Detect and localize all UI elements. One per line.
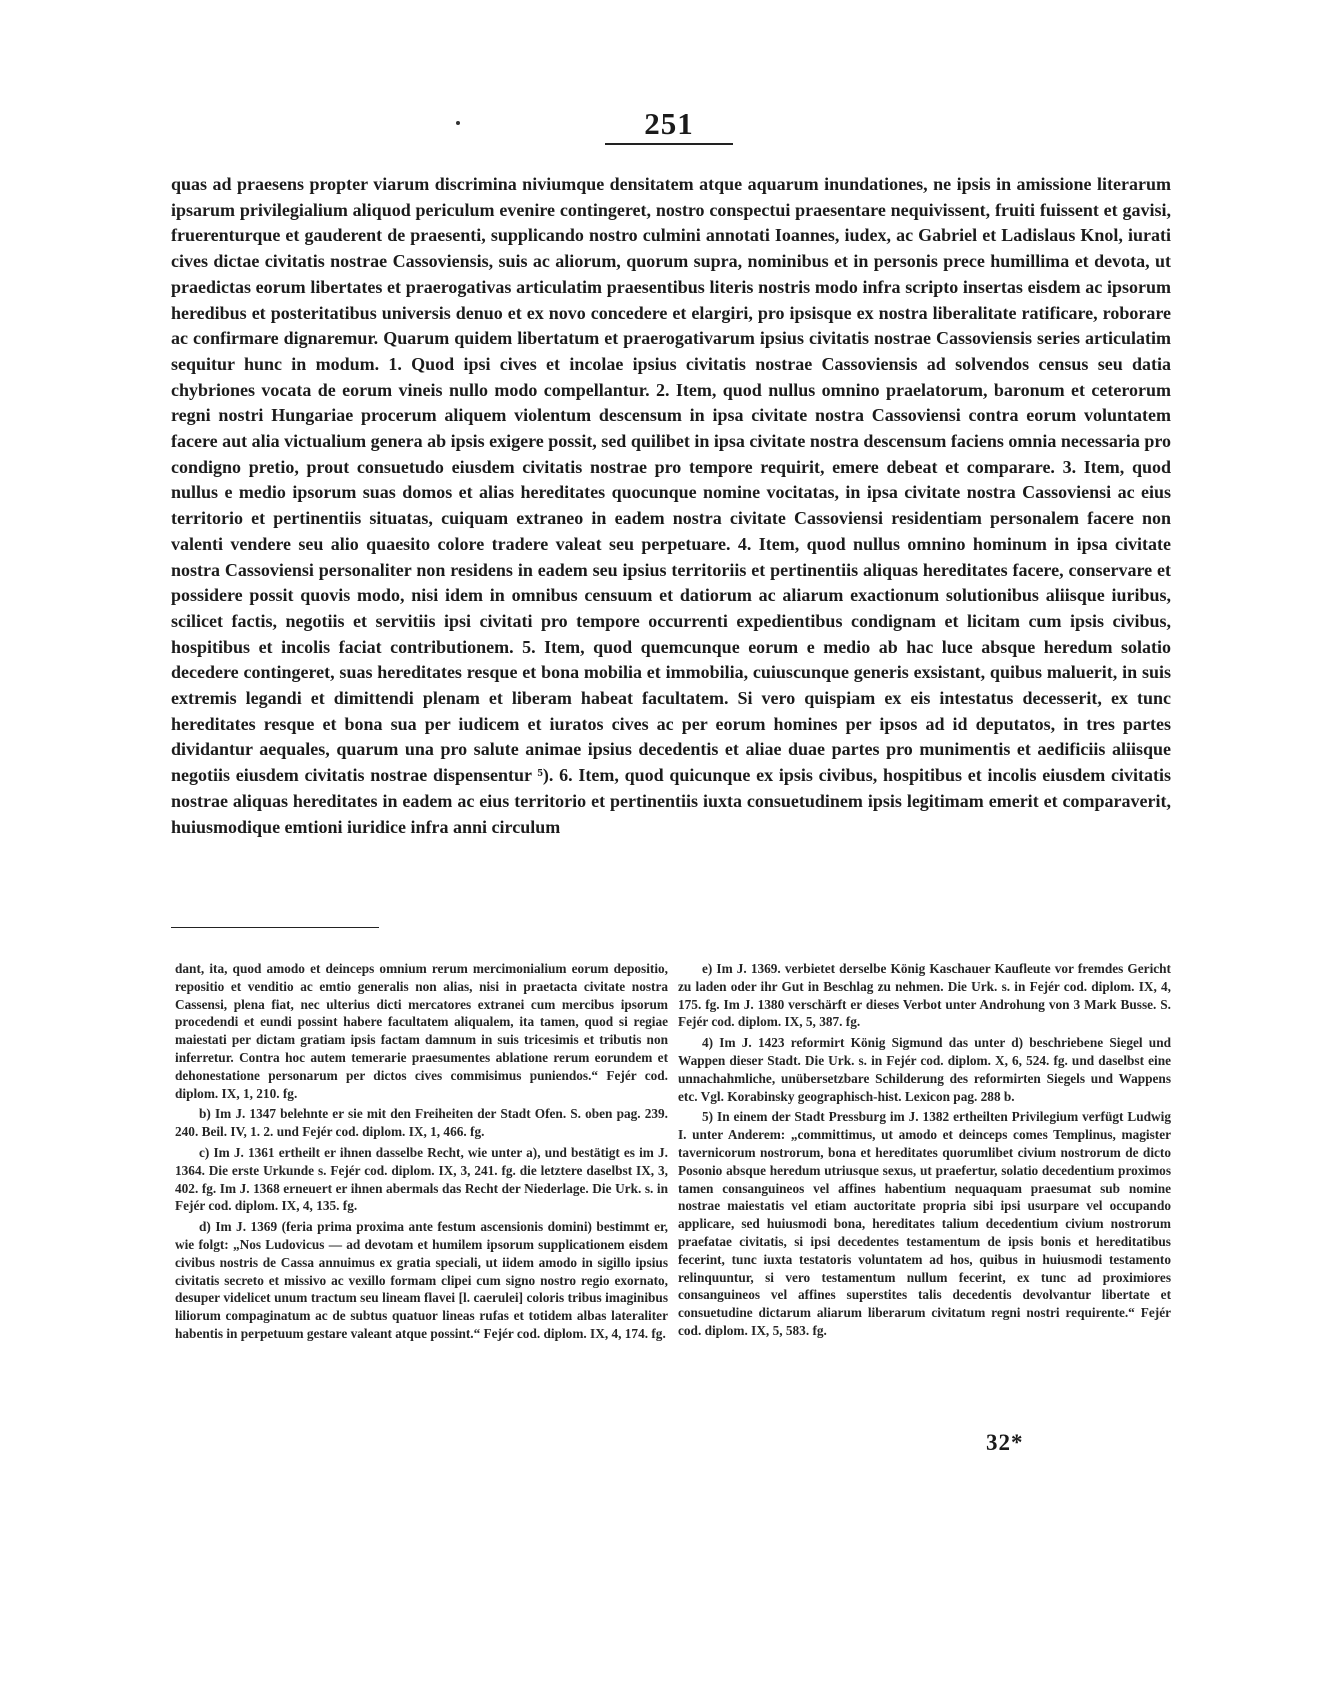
main-text-block bbox=[171, 172, 1171, 840]
main-paragraph: quas ad praesens propter viarum discrimina niviumque densitatem atque aquarum inundationes, ne ipsis in amissione literarum ipsarum privilegialium aliquod periculum evenire contingeret, nostro conspectui praesentare nequivissent, fruiti fuissent et gavisi, fruerenturque et gauderent de praesenti, supplicando nostro culmini annotati Ioannes, iudex, ac Gabriel et Ladislaus Knol, iurati cives dictae civitatis nostrae Cassoviensis, suis ac aliorum, quorum supra, nominibus et in personis prece humillima et devota, ut praedictas eorum libertates et praerogativas articulatim praesentibus literis nostris modo infra scripto insertas eisdem ac ipsorum heredibus et posteritatibus universis denuo et ex novo concedere et elargiri, pro ipsisque ex nostra liberalitate ratificare, roborare ac confirmare dignaremur. Quarum quidem libertatum et praerogativarum ipsius civitatis nostrae Cassoviensis series articulatim sequitur hunc in modum. 1. Quod ipsi cives et incolae ipsius civitatis nostrae Cassoviensis ad solvendos census seu datia chybriones vocata de eorum vineis nullo modo compellantur. 2. Item, quod nullus omnino praelatorum, baronum et ceterorum regni nostri Hungariae procerum aliquem violentum descensum in ipsa civitate nostra Cassoviensi contra eorum voluntatem facere aut alia victualium genera ab ipsis exigere possit, sed quilibet in ipsa civitate nostra descensum faciens omnia necessaria pro condigno pretio, prout consuetudo eiusdem civitatis nostrae pro tempore requirit, emere debeat et comparare. 3. Item, quod nullus e medio ipsorum suas domos et alias hereditates quocunque nomine vocitatas, in ipsa civitate nostra Cassoviensi ac eius territorio et pertinentiis situatas, cuiquam extraneo in eadem nostra civitate Cassoviensi residentiam personalem facere non valenti vendere seu alio quaesito colore tradere valeat seu perpetuare. 4. Item, quod nullus omnino hominum in ipsa civitate nostra Cassoviensi personaliter non residens in eadem seu ipsius territoriis et pertinentiis aliquas hereditates facere, conservare et possidere possit quovis modo, nisi idem in omnibus censuum et datiorum ac aliarum exactionum solutionibus aliisque iuribus, scilicet factis, negotiis et servitiis ipsi civitati pro tempore occurrenti expedientibus condignam et licitam cum ipsis civibus, hospitibus et incolis faciat contributionem. 5. Item, quod quemcunque eorum e medio ab hac luce absque heredum solatio decedere contingeret, suas hereditates resque et bona mobilia et immobilia, cuiuscunque generis exsistant, quibus maluerit, in suis extremis legandi et dimittendi plenam et liberam habeat facultatem. Si vero quispiam ex eis intestatus decesserit, ex tunc hereditates resque et bona sua per iudicem et iuratos cives ac per eorum homines per ipsos ad id deputatos, in tres partes dividantur aequales, quarum una pro salute animae ipsius decedentis et aliae duae partes pro munimentis et aedificiis aliisque negotiis eiusdem civitatis nostrae dispensentur ⁵). 6. Item, quod quicunque ex ipsis civibus, hospitibus et incolis eiusdem civitatis nostrae aliquas hereditates in eadem ac eius territorio et pertinentiis iuxta consuetudinem ipsis legitimam emerit et comparaverit, huiusmodique emtioni iuridice infra anni circulum bbox=[171, 174, 1171, 837]
footnote-4: 4) Im J. 1423 reformirt König Sigmund das unter d) beschriebene Siegel und Wappen dieser Stadt. Die Urk. s. in Fejér cod. diplom. X, 6, 524. fg. und daselbst eine unnachahmliche, unübersetzbare Schilderung des reformirten Siegels und Wappens etc. Vgl. Korabinsky geographisch-hist. Lexicon pag. 288 b. bbox=[678, 1035, 1171, 1104]
footnote-continuation: dant, ita, quod amodo et deinceps omnium rerum mercimonialium eorum depositio, repositio et venditio ac emtio generalis non alias, nisi in praetacta civitate nostra Cassensi, plena fiat, nec ulterius dicti mercatores extranei cum mercibus ipsorum procedendi et eundi possint habere facultatem aliqualem, ita tamen, quod si regiae maiestati per dictam gratiam ipsis factam damnum in suis tricesimis et tributis non inferretur. Contra hoc autem temerarie praesumentes ablatione rerum eorundem et dehonestatione personarum per dictos cives commisimus puniendos.“ Fejér cod. diplom. IX, 1, 210. fg. bbox=[175, 961, 668, 1101]
page-number: 251 bbox=[644, 106, 694, 141]
footnote-c: c) Im J. 1361 ertheilt er ihnen dasselbe Recht, wie unter a), und bestätigt es im J. 1364. Die erste Urkunde s. Fejér cod. diplom. IX, 3, 241. fg. die letztere daselbst IX, 3, 402. fg. Im J. 1368 erneuert er ihnen abermals das Recht der Niederlage. Die Urk. s. in Fejér cod. diplom. IX, 4, 135. fg. bbox=[175, 1144, 668, 1214]
print-speck bbox=[456, 121, 460, 125]
footnote-separator bbox=[171, 927, 379, 928]
footnote-5: 5) In einem der Stadt Pressburg im J. 1382 ertheilten Privilegium verfügt Ludwig I. unter Anderem: „committimus, ut amodo et deinceps comes Templinus, magister tavernicorum nostrorum, bona et hereditates quorumlibet civium nostrorum de dicto Posonio absque heredum utriusque sexus, ut praefertur, solatio decedentium proximos tamen consanguineos vel affines habentium nequaquam praesumat sub nomine nostrae maiestatis vel etiam auctoritate propria sibi ipsi usurpare vel occupando applicare, sed huiusmodi bona, hereditates talium decedentium civium nostrorum praefatae civitatis, si ipsi decedentes testamentum de ipsis bonis et hereditatibus fecerint, tunc iuxta testatoris voluntatem ad hos, quibus in huiusmodi testamento relinquuntur, si vero testamentum nullum fecerint, ex tunc ad proximiores consanguineos vel affines superstites talis decedentis devolvantur libertate et consuetudine dictarum aliarum liberarum civitatum regni nostri requirente.“ Fejér cod. diplom. IX, 5, 583. fg. bbox=[678, 1109, 1171, 1338]
footnote-d: d) Im J. 1369 (feria prima proxima ante festum ascensionis domini) bestimmt er, wie folgt: „Nos Ludovicus — ad devotam et humilem ipsorum supplicationem eisdem civibus nostris de Cassa annuimus ex gratia speciali, ut iidem amodo in sigillo ipsius civitatis secreto et missivo ac vexillo formam clipei cum signo nostro regio exornato, desuper videlicet unum tractum seu lineam flavei [l. caerulei] coloris tribus imaginibus liliorum compaginatum ac de subtus quatuor lineas rufas et totidem albas lateraliter habentis in perpetuum gestare valeant atque possint.“ Fejér cod. diplom. IX, 4, 174. fg. bbox=[175, 1219, 668, 1341]
footnotes-right-column bbox=[678, 960, 1171, 1343]
footnote-b: b) Im J. 1347 belehnte er sie mit den Freiheiten der Stadt Ofen. S. oben pag. 239. 240. Beil. IV, 1. 2. und Fejér cod. diplom. IX, 1, 466. fg. bbox=[175, 1106, 668, 1140]
printer-signature-mark: 32* bbox=[986, 1430, 1024, 1455]
footnote-e: e) Im J. 1369. verbietet derselbe König Kaschauer Kaufleute vor fremdes Gericht zu laden oder ihr Gut in Beschlag zu nehmen. Die Urk. s. in Fejér cod. diplom. IX, 4, 175. fg. Im J. 1380 verschärft er dieses Verbot unter Androhung von 3 Mark Busse. S. Fejér cod. diplom. IX, 5, 387. fg. bbox=[678, 961, 1171, 1030]
footnotes-left-column bbox=[175, 960, 668, 1346]
page-number-underline bbox=[605, 143, 733, 145]
